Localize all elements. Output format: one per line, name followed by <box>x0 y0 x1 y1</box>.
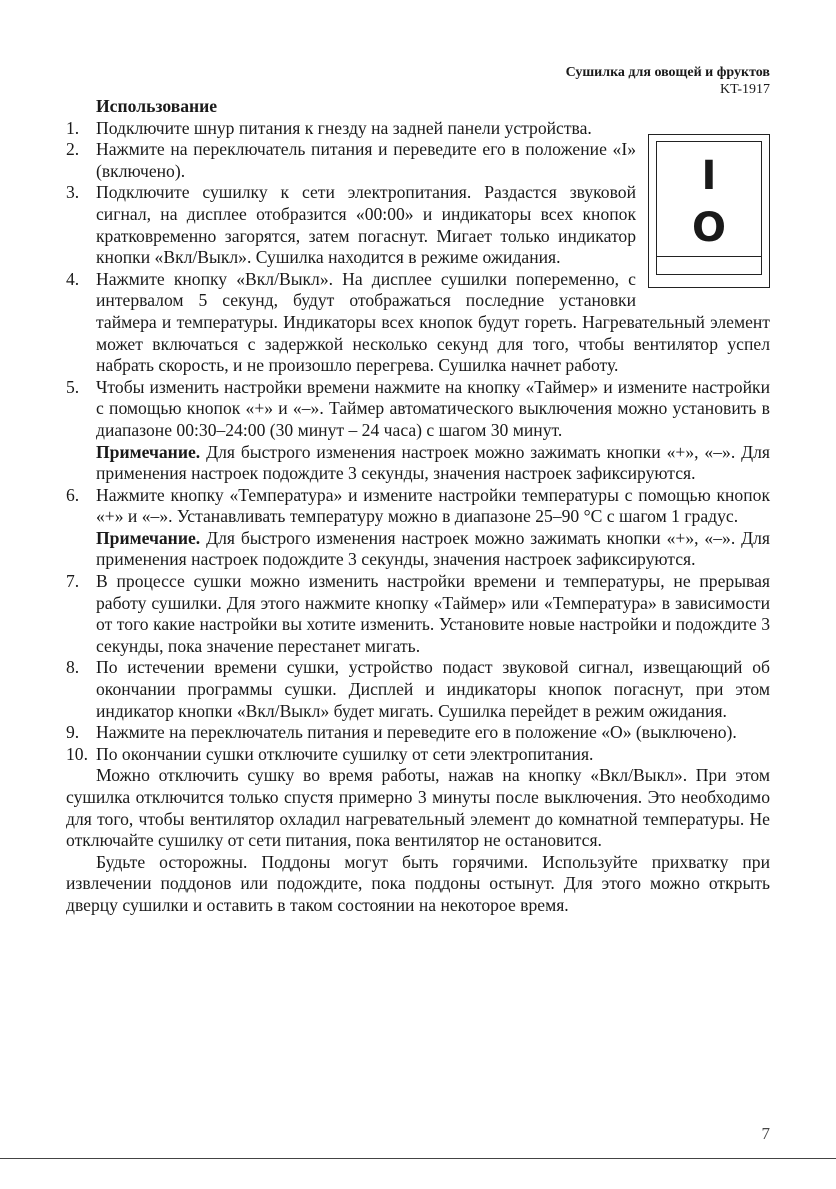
item-number: 4. <box>66 268 80 289</box>
list-item <box>66 744 770 766</box>
item-number: 8. <box>66 657 80 678</box>
item-number: 3. <box>66 182 80 203</box>
list-item <box>66 657 770 722</box>
item-text: Подключите шнур питания к гнезду на задней панели устройства. <box>96 117 592 138</box>
switch-off-symbol: O <box>691 204 726 251</box>
item-text: Нажмите кнопку «Температура» и измените настройки температуры с помощью кнопок «+» и «–». Устанавливать температуру можно в диапазоне 25–90 °C с шагом 1 градус. <box>96 484 770 527</box>
paragraph: Будьте осторожны. Поддоны могут быть горячими. Используйте прихватку при извлечении поддонов или подождите, пока поддоны остынут. Для этого можно открыть дверцу сушилки и оставить в таком состоянии на некоторое время. <box>66 851 770 915</box>
item-note <box>96 442 770 485</box>
item-text: Нажмите на переключатель питания и переведите его в положение «O» (выключено). <box>96 722 737 743</box>
bottom-divider <box>0 1158 836 1159</box>
paragraph: Можно отключить сушку во время работы, нажав на кнопку «Вкл/Выкл». При этом сушилка отключится только спустя примерно 3 минуты после выключения. Это необходимо для того, чтобы вентилятор охладил нагревательный элемент до комнатной температуры. Не отключайте сушилку от сети питания, пока вентилятор не остановится. <box>66 765 770 851</box>
page-number: 7 <box>761 1124 770 1143</box>
item-text: Нажмите на переключатель питания и переведите его в положение «I» (включено). <box>96 139 636 181</box>
item-number: 5. <box>66 376 80 397</box>
item-text: В процессе сушки можно изменить настройки времени и температуры, не прерывая работу сушилки. Для этого нажмите кнопку «Таймер» или «Температура» в зависимости от того какие настройки вы хотите изменить. Установите новые настройки и подождите 3 секунды, пока значение перестанет мигать. <box>96 571 770 656</box>
list-item <box>66 722 770 744</box>
note-text: Для быстрого изменения настроек можно зажимать кнопки «+», «–». Для применения настроек подождите 3 секунды, значения настроек зафиксируются. <box>96 527 770 570</box>
switch-on-symbol: I <box>701 152 717 199</box>
item-text: Подключите сушилку к сети электропитания. Раздастся звуковой сигнал, на дисплее отобразится «00:00» и индикаторы всех кнопок кратковременно загорятся, затем погаснут. Мигает только индикатор кнопки «Вкл/Выкл». Сушилка находится в режиме ожидания. <box>96 182 636 268</box>
usage-section <box>66 96 770 917</box>
section-title: Использование <box>96 96 218 116</box>
list-item <box>66 118 770 140</box>
item-number: 6. <box>66 484 80 505</box>
list-item <box>66 571 770 657</box>
item-text: Нажмите кнопку «Вкл/Выкл». На дисплее сушилки попеременно, с интервалом 5 секунд, будут отображаться последние установки таймера и температуры. Индикаторы всех кнопок будут гореть. Нагревательный элемент может включаться с задержкой несколько секунд для того, чтобы вентилятор успел набрать скорость, и не произошло перегрева. Сушилка начнет работу. <box>96 268 770 376</box>
note-text: Для быстрого изменения настроек можно зажимать кнопки «+», «–». Для применения настроек подождите 3 секунды, значения настроек зафиксируются. <box>96 441 770 484</box>
note-label: Примечание. <box>96 441 201 462</box>
list-item <box>66 269 770 377</box>
item-text: По истечении времени сушки, устройство подаст звуковой сигнал, извещающий об окончании программы сушки. Дисплей и индикаторы кнопок погаснут, при этом индикатор кнопки «Вкл/Выкл» будет мигать. Сушилка перейдет в режим ожидания. <box>96 657 770 721</box>
item-number: 7. <box>66 571 80 592</box>
item-number: 2. <box>66 139 80 160</box>
item-number: 10. <box>66 743 88 764</box>
product-name: Сушилка для овощей и фруктов <box>565 65 770 80</box>
model-number: KT-1917 <box>719 82 770 97</box>
list-item <box>66 377 770 485</box>
item-number: 9. <box>66 722 80 743</box>
list-item <box>66 182 770 268</box>
item-text: Чтобы изменить настройки времени нажмите на кнопку «Таймер» и измените настройки с помощью кнопок «+» и «–». Таймер автоматического выключения можно установить в диапазоне 00:30–24:00 (30 минут – 24 часа) с шагом 30 минут. <box>96 376 770 440</box>
item-note <box>96 528 770 571</box>
list-item <box>66 485 770 571</box>
item-text: По окончании сушки отключите сушилку от сети электропитания. <box>96 743 594 764</box>
item-number: 1. <box>66 117 80 138</box>
list-item <box>66 139 770 182</box>
note-label: Примечание. <box>96 527 201 548</box>
page-header <box>566 64 770 98</box>
